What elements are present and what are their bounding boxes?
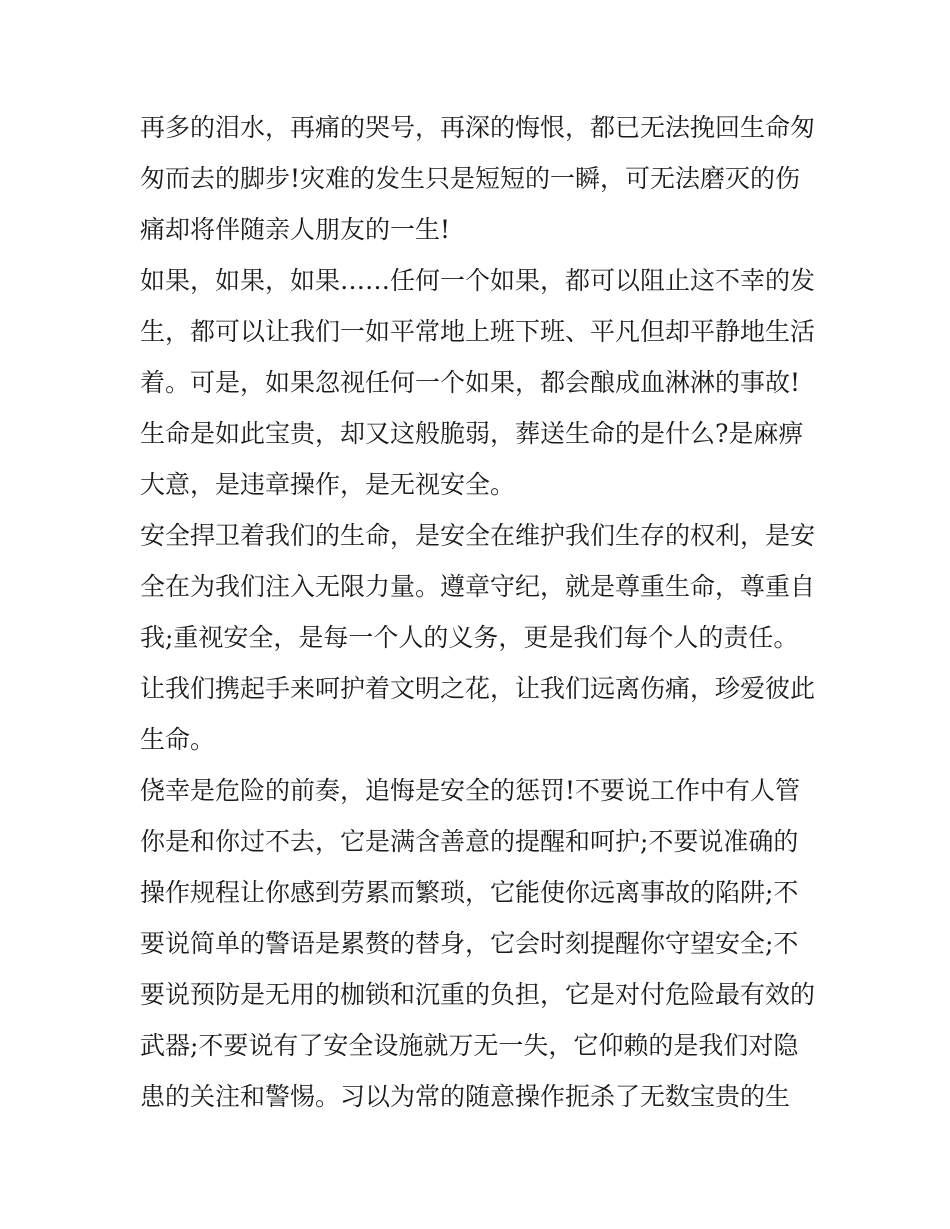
text-line: 要说预防是无用的枷锁和沉重的负担，它是对付危险最有效的 [140, 980, 816, 1009]
text-line: 你是和你过不去，它是满含善意的提醒和呵护;不要说准确的 [140, 827, 799, 856]
text-line: 生，都可以让我们一如平常地上班下班、平凡但却平静地生活 [140, 317, 816, 346]
text-line: 我;重视安全，是每一个人的义务，更是我们每个人的责任。 [140, 623, 799, 652]
body-text [140, 102, 820, 1122]
text-line: 安全捍卫着我们的生命，是安全在维护我们生存的权利，是安 [140, 521, 816, 550]
text-line: 侥幸是危险的前奏，追悔是安全的惩罚!不要说工作中有人管 [140, 776, 801, 805]
text-line: 让我们携起手来呵护着文明之花，让我们远离伤痛，珍爱彼此 [140, 674, 816, 703]
text-line: 大意，是违章操作，是无视安全。 [140, 470, 516, 499]
text-line: 再多的泪水，再痛的哭号，再深的悔恨，都已无法挽回生命匆 [140, 113, 816, 142]
text-line: 匆而去的脚步!灾难的发生只是短短的一瞬，可无法磨灭的伤 [140, 164, 801, 193]
text-line: 如果，如果，如果……任何一个如果，都可以阻止这不幸的发 [140, 266, 816, 295]
text-line: 着。可是，如果忽视任何一个如果，都会酿成血淋淋的事故! [140, 368, 801, 397]
text-line: 患的关注和警惕。习以为常的随意操作扼杀了无数宝贵的生 [140, 1082, 791, 1111]
text-line: 生命是如此宝贵，却又这般脆弱，葬送生命的是什么?是麻痹 [140, 419, 804, 448]
text-line: 操作规程让你感到劳累而繁琐，它能使你远离事故的陷阱;不 [140, 878, 799, 907]
text-line: 武器;不要说有了安全设施就万无一失，它仰赖的是我们对隐 [140, 1031, 799, 1060]
text-line: 痛却将伴随亲人朋友的一生! [140, 215, 451, 244]
text-line: 生命。 [140, 725, 216, 754]
text-line: 全在为我们注入无限力量。遵章守纪，就是尊重生命，尊重自 [140, 572, 816, 601]
text-line: 要说简单的警语是累赘的替身，它会时刻提醒你守望安全;不 [140, 929, 799, 958]
